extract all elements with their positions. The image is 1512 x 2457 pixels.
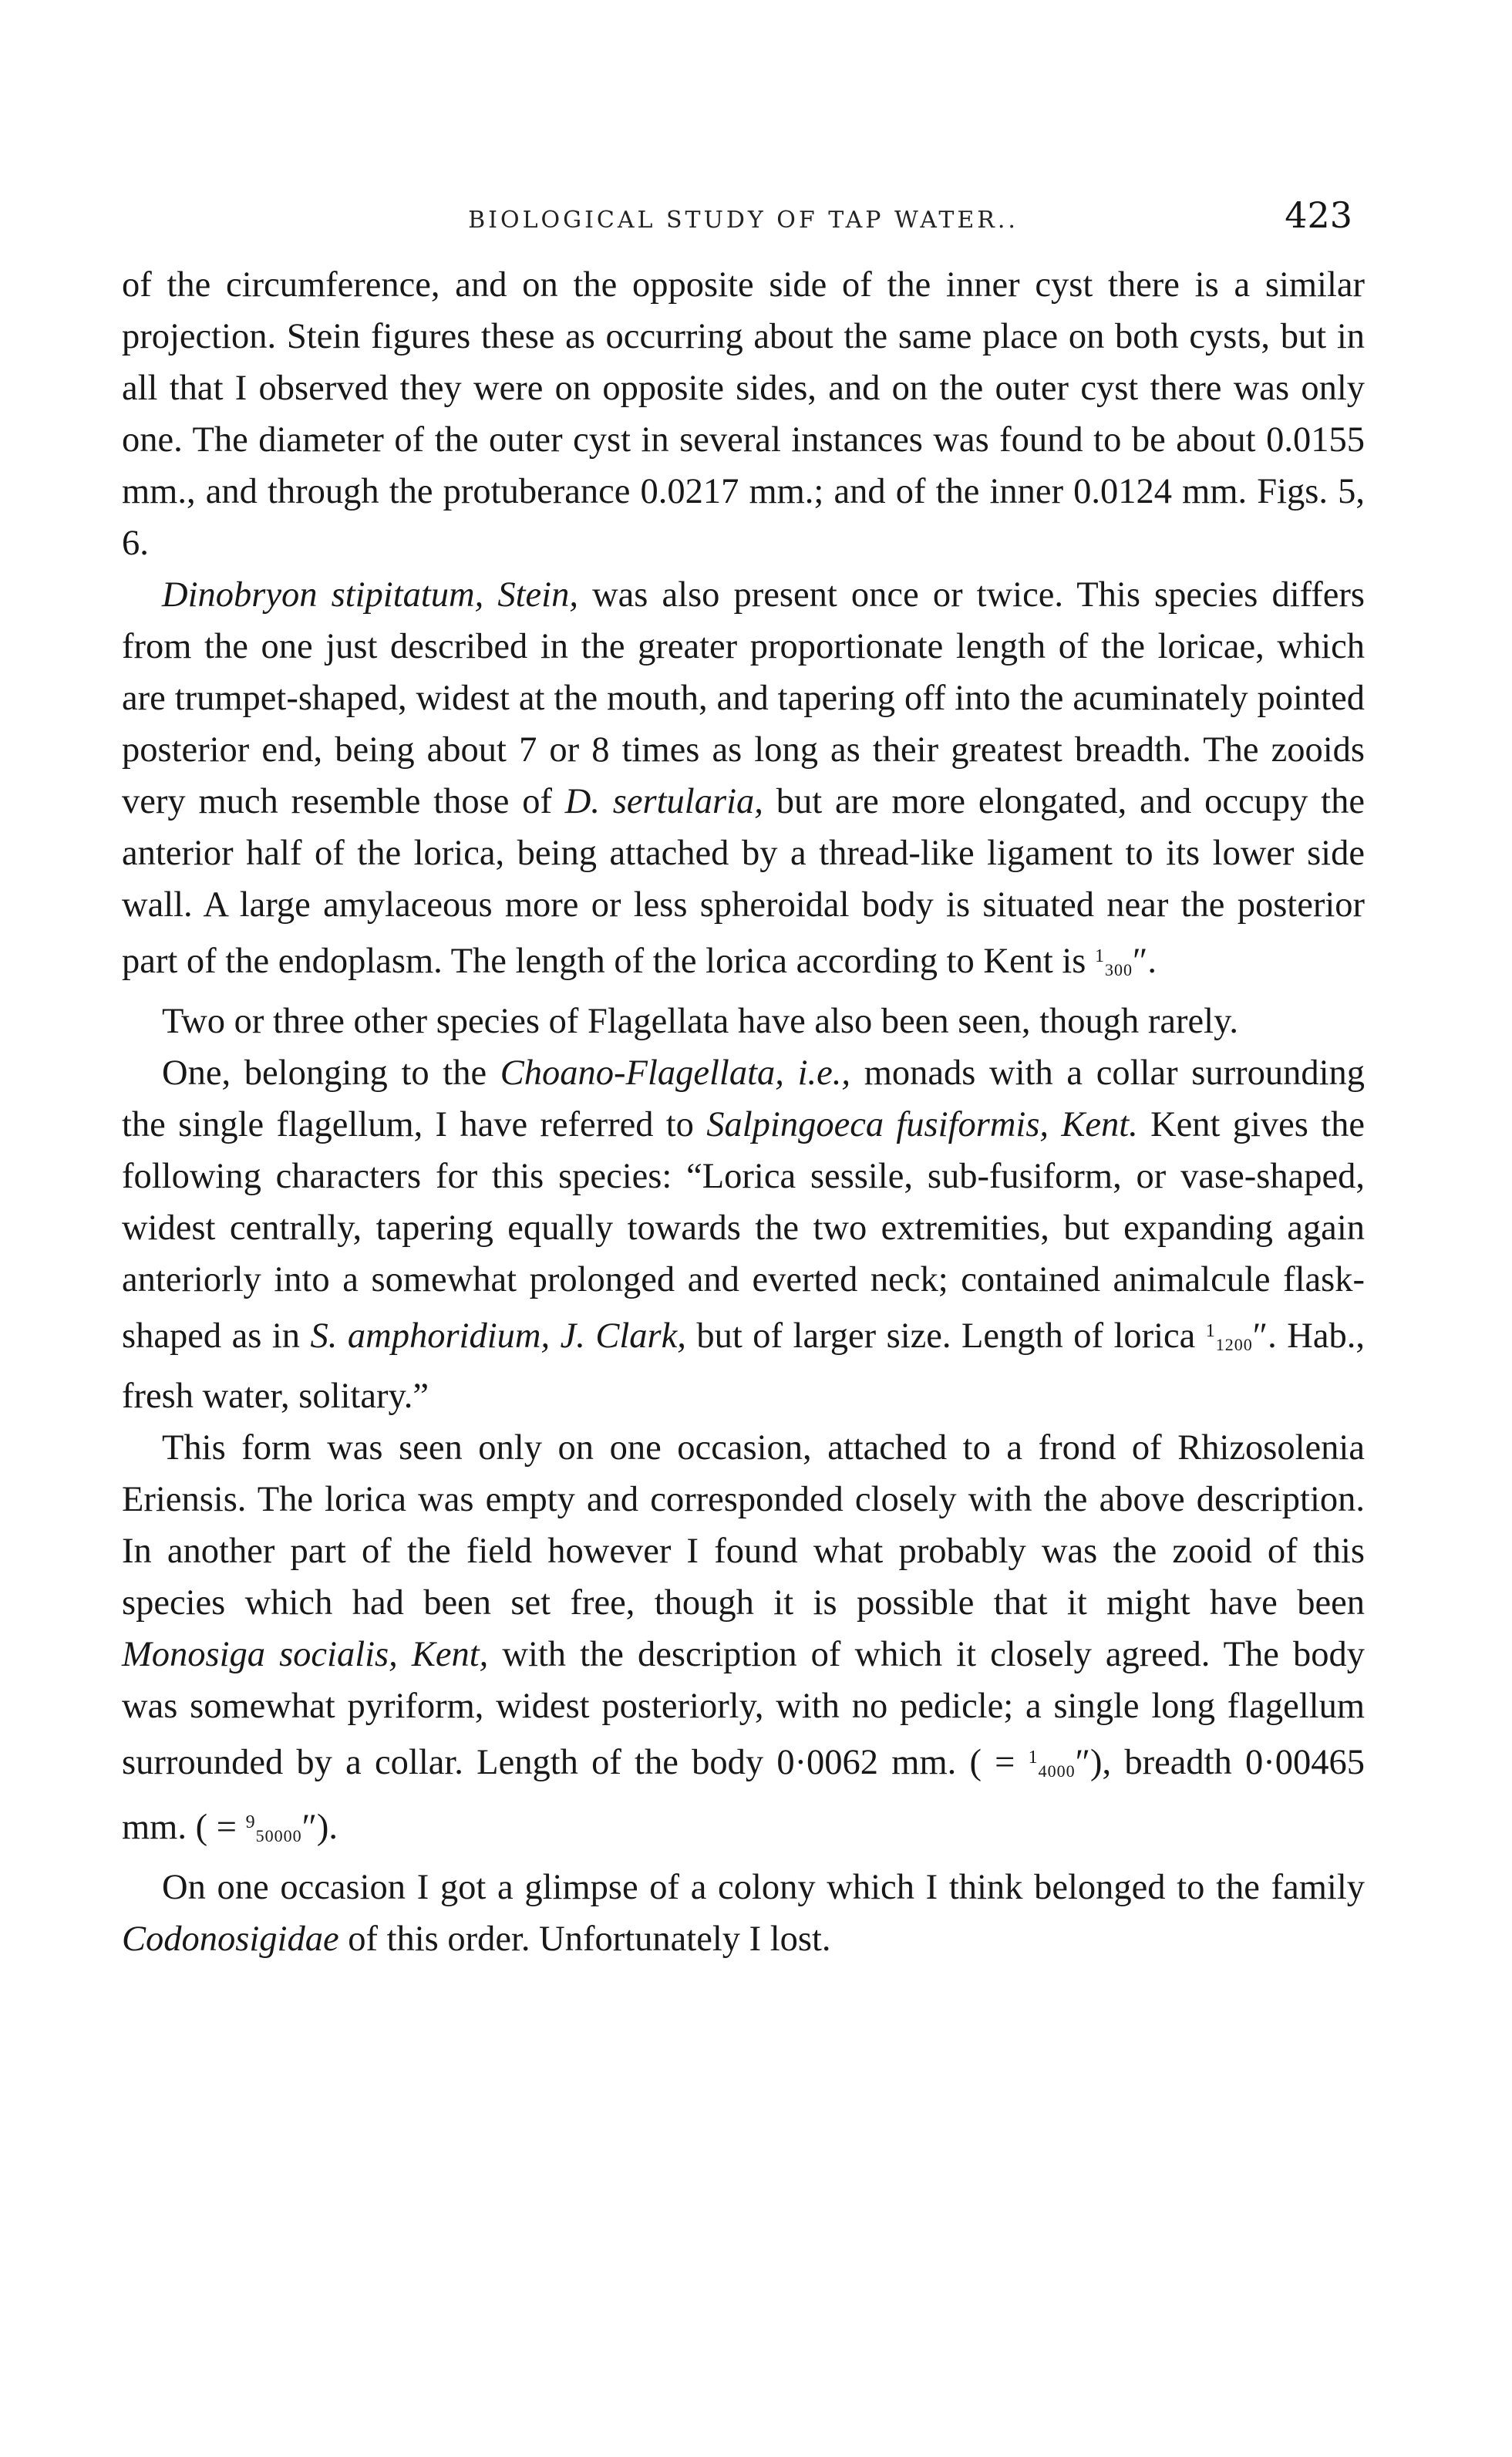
running-title: BIOLOGICAL STUDY OF TAP WATER.. [468, 207, 1019, 234]
species-name: Dinobryon stipitatum, Stein, [162, 575, 578, 615]
text-run: monads with a collar surrounding the single flagellum, I have referred to [122, 1053, 1365, 1144]
book-page [122, 193, 1365, 2414]
fraction-denominator: 1200 [1215, 1335, 1253, 1354]
paragraph-dinobryon [122, 569, 1365, 996]
text-run: ″. Hab., fresh water, solitary.” [122, 1316, 1366, 1416]
text-run: On one occasion I got a glimpse of a colony which I think belonged to the family [162, 1868, 1365, 1907]
order-name: Choano-Flagellata, i.e., [500, 1053, 851, 1093]
text-run: This form was seen only on one occasion, attached to a frond of Rhizosolenia Eriensis. The lorica was empty and corresponded closely with the above description. In another part of the field however I found what probably was the zooid of this species which had been set free, though it is possible that it might have been [122, 1428, 1365, 1623]
text-run: with the description of which it closely agreed. The body was somewhat pyriform, widest posteriorly, with no pedicle; a single long flagellum surrounded by a collar. Length of the body 0·0062 mm. ( = [122, 1635, 1365, 1782]
page-number: 423 [1285, 194, 1352, 236]
text-run: but are more elongated, and occupy the anterior half of the lorica, being attached by a thread-like ligament to its lower side wall. A large amylaceous more or less spheroidal body is situated near the posterior part of the endoplasm. The length of the lorica according to Kent is [122, 782, 1365, 981]
body-text [122, 259, 1365, 1965]
text-run: ″), breadth 0·00465 mm. ( = [122, 1743, 1365, 1847]
family-name: Codonosigidae [122, 1919, 339, 1959]
species-name: D. sertularia, [564, 782, 763, 821]
text-run: One, belonging to the [162, 1053, 500, 1093]
species-name: Salpingoeca fusiformis, Kent. [706, 1105, 1138, 1144]
text-run: but of larger size. Length of lorica [685, 1316, 1206, 1356]
paragraph-cyst-description: of the circumference, and on the opposite side of the inner cyst there is a similar projection. Stein figures these as occurring about the same place on both cysts, but in all that I observed they were on opposite sides, and on the outer cyst there was only one. The diameter of the outer cyst in several instances was found to be about 0.0155 mm., and through the protuberance 0.0217 mm.; and of the inner 0.0124 mm. Figs. 5, 6. [122, 265, 1365, 563]
text-run: Kent gives the following characters for this species: “Lorica sessile, sub-fusiform, or vase-shaped, widest centrally, tapering equally towards the two extremities, but expanding again anteriorly into a somewhat prolonged and everted neck; contained animalcule flask-shaped as in [122, 1105, 1365, 1356]
fraction-numerator: 1 [1095, 946, 1106, 966]
text-run: was also present once or twice. This species differs from the one just described in the greater proportionate length of the loricae, which are trumpet-shaped, widest at the mouth, and tapering off into the acuminately pointed posterior end, being about 7 or 8 times as long as their greatest breadth. The zooids very much resemble those of [122, 575, 1365, 821]
paragraph-other-flagellata: Two or three other species of Flagellata have also been seen, though rarely. [162, 1002, 1238, 1041]
fraction-denominator: 300 [1105, 960, 1133, 979]
fraction-numerator: 9 [245, 1812, 256, 1832]
species-name: S. amphoridium, J. Clark, [310, 1316, 686, 1356]
paragraph-form-observation [122, 1422, 1365, 1862]
paragraph-colony [122, 1862, 1365, 1965]
fraction-numerator: 1 [1205, 1321, 1216, 1341]
text-run: ″). [301, 1808, 338, 1847]
species-name: Monosiga socialis, Kent, [122, 1635, 489, 1674]
fraction-denominator: 50000 [255, 1826, 302, 1845]
fraction-numerator: 1 [1028, 1748, 1039, 1768]
fraction-denominator: 4000 [1038, 1761, 1076, 1781]
text-run: ″. [1133, 942, 1157, 981]
running-head [122, 193, 1365, 259]
paragraph-salpingoeca [122, 1047, 1365, 1422]
text-run: of this order. Unfortunately I lost. [338, 1919, 831, 1959]
